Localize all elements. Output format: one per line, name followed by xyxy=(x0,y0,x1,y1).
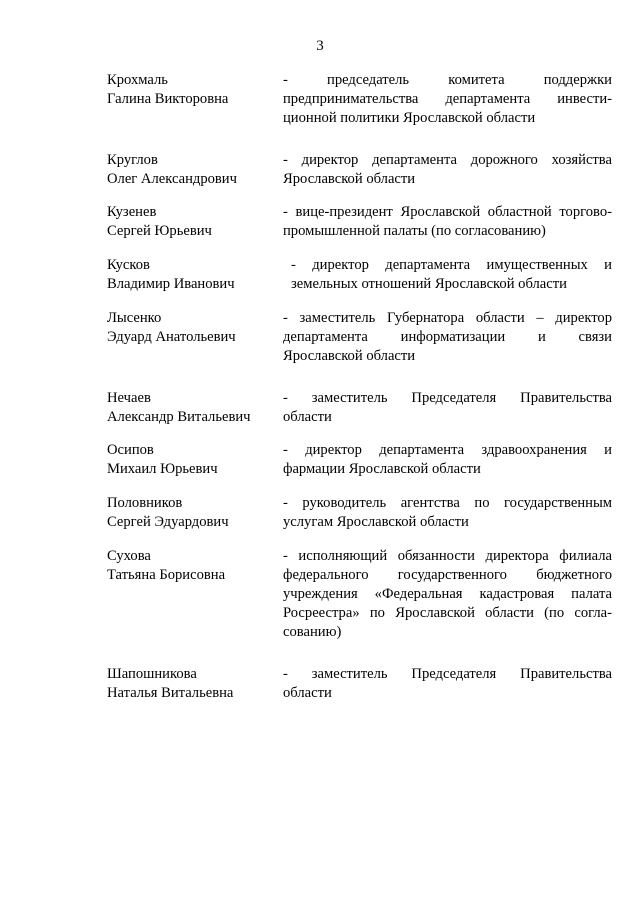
member-given-names: Сергей Эдуардович xyxy=(107,514,229,530)
position-line: предпринимательства департамента инвести- xyxy=(283,91,612,107)
member-name xyxy=(107,309,283,347)
list-item xyxy=(107,203,612,241)
position-line: промышленной палаты (по согласованию) xyxy=(283,223,546,239)
member-position xyxy=(283,151,612,189)
position-line: области xyxy=(283,685,332,701)
member-surname: Круглов xyxy=(107,152,158,168)
member-surname: Лысенко xyxy=(107,310,162,326)
member-position xyxy=(283,665,612,703)
member-position xyxy=(283,494,612,532)
member-given-names: Сергей Юрьевич xyxy=(107,223,212,239)
list-item xyxy=(107,71,612,128)
position-line: - исполняющий обязанности директора филиала xyxy=(283,548,612,564)
position-line: департамента информатизации и связи xyxy=(283,329,612,345)
position-line: - директор департамента здравоохранения и xyxy=(283,442,612,458)
list-item xyxy=(107,494,612,532)
member-position xyxy=(283,547,612,642)
members-list xyxy=(107,71,612,703)
member-given-names: Татьяна Борисовна xyxy=(107,567,226,583)
member-surname: Крохмаль xyxy=(107,72,168,88)
position-line: области xyxy=(283,409,332,425)
position-line: ционной политики Ярославской области xyxy=(283,110,536,126)
member-given-names: Олег Александрович xyxy=(107,171,237,187)
position-line: - директор департамента дорожного хозяйства xyxy=(283,152,612,168)
member-given-names: Наталья Витальевна xyxy=(107,685,234,701)
page-number: 3 xyxy=(316,38,324,54)
member-surname: Половников xyxy=(107,495,183,511)
member-position xyxy=(283,203,612,241)
position-line: услугам Ярославской области xyxy=(283,514,469,530)
member-position xyxy=(283,441,612,479)
list-item xyxy=(107,309,612,366)
member-surname: Кусков xyxy=(107,257,150,273)
position-line: сованию) xyxy=(283,624,342,640)
member-name xyxy=(107,71,283,109)
position-line: - заместитель Губернатора области – директор xyxy=(283,310,612,326)
list-item xyxy=(107,256,612,294)
member-position xyxy=(283,389,612,427)
member-position xyxy=(283,71,612,128)
member-surname: Сухова xyxy=(107,548,151,564)
list-item xyxy=(107,151,612,189)
member-surname: Кузенев xyxy=(107,204,157,220)
position-line: Ярославской области xyxy=(283,171,416,187)
member-name xyxy=(107,151,283,189)
position-line: - вице-президент Ярославской областной торгово- xyxy=(283,204,612,220)
member-given-names: Эдуард Анатольевич xyxy=(107,329,236,345)
position-line: Росреестра» по Ярославской области (по согла- xyxy=(283,605,612,621)
member-name xyxy=(107,441,283,479)
member-name xyxy=(107,665,283,703)
list-item xyxy=(107,547,612,642)
list-item xyxy=(107,389,612,427)
position-line: - председатель комитета поддержки xyxy=(283,72,612,88)
member-surname: Осипов xyxy=(107,442,154,458)
position-line: - заместитель Председателя Правительства xyxy=(283,390,612,406)
position-line: учреждения «Федеральная кадастровая палата xyxy=(283,586,612,602)
member-given-names: Галина Викторовна xyxy=(107,91,229,107)
member-name xyxy=(107,547,283,585)
member-surname: Нечаев xyxy=(107,390,151,406)
list-item xyxy=(107,441,612,479)
position-line: - директор департамента имущественных и xyxy=(291,257,612,273)
position-line: - заместитель Председателя Правительства xyxy=(283,666,612,682)
member-position xyxy=(283,309,612,366)
position-line: фармации Ярославской области xyxy=(283,461,481,477)
member-surname: Шапошникова xyxy=(107,666,197,682)
member-name xyxy=(107,256,283,294)
member-given-names: Александр Витальевич xyxy=(107,409,251,425)
member-name xyxy=(107,494,283,532)
position-line: Ярославской области xyxy=(283,348,416,364)
member-name xyxy=(107,389,283,427)
member-given-names: Михаил Юрьевич xyxy=(107,461,218,477)
member-given-names: Владимир Иванович xyxy=(107,276,235,292)
member-position xyxy=(283,256,612,294)
position-line: - руководитель агентства по государственным xyxy=(283,495,612,511)
list-item xyxy=(107,665,612,703)
position-line: федерального государственного бюджетного xyxy=(283,567,612,583)
position-line: земельных отношений Ярославской области xyxy=(291,276,567,292)
member-name xyxy=(107,203,283,241)
